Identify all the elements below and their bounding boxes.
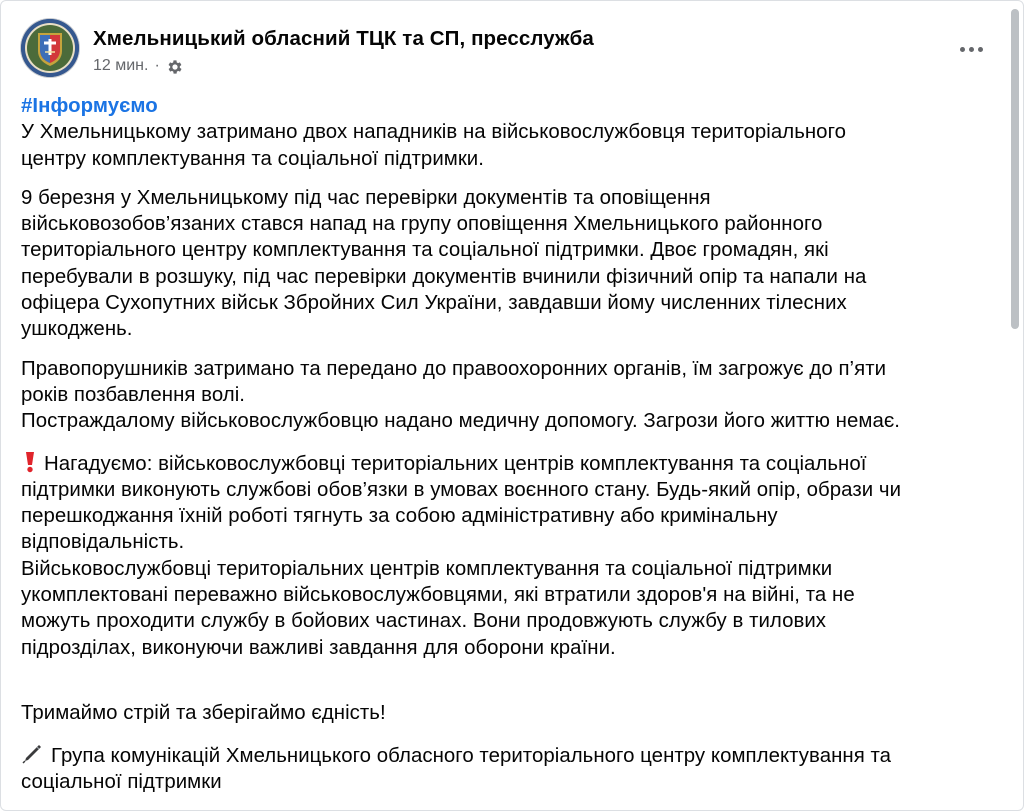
paragraph-intro	[21, 93, 1005, 172]
more-dot	[969, 47, 974, 52]
text-line: років позбавлення волі.	[21, 383, 246, 406]
text-line: У Хмельницькому затримано двох нападників на військовослужбовця територіального	[21, 121, 846, 144]
text-line-content: Група комунікацій Хмельницького обласного територіального центру комплектування та	[51, 744, 892, 767]
post-text	[21, 93, 1005, 808]
emblem-shield-icon	[21, 19, 79, 77]
paragraph-signature	[21, 740, 1005, 796]
scrollbar-thumb[interactable]	[1011, 9, 1019, 329]
text-line: військовозобов’язаних стався напад на групу оповіщення Хмельницького районного	[21, 213, 823, 236]
hashtag-link[interactable]: #Інформуємо	[21, 95, 158, 117]
more-options-button[interactable]	[953, 39, 989, 59]
paragraph-reminder	[21, 448, 1005, 688]
post-meta	[93, 57, 184, 75]
paragraph-detention	[21, 356, 1005, 435]
post-time[interactable]: 12 мин.	[93, 57, 149, 74]
text-line: перешкоджання їхній роботі тягнуть за собою адміністративну або кримінальну	[21, 505, 778, 528]
text-line: можуть проходити службу в бойових частинах. Вони продовжують службу в тилових	[21, 610, 827, 633]
page-avatar[interactable]	[21, 19, 79, 77]
text-line: перебували в розшуку, під час перевірки документів вчинили фізичний опір та напали на	[21, 265, 867, 288]
text-line-content: Тримаймо стрій та зберігаймо єдність!	[21, 702, 386, 725]
text-line: соціальної підтримки	[21, 770, 222, 793]
text-line: Постраждалому військовослужбовцю надано медичну допомогу. Загрози його життю немає.	[21, 410, 901, 433]
text-line: укомплектовані переважно військовослужбовцями, які втратили здоров'я на війні, та не	[21, 584, 855, 607]
pen-icon	[21, 743, 43, 765]
text-line	[21, 661, 1005, 687]
paragraph-incident	[21, 185, 1005, 343]
text-line	[21, 740, 1005, 769]
ukraine-flag-icon	[21, 666, 43, 682]
text-line-content: Нагадуємо: військовослужбовці територіальних центрів комплектування та соціальної	[44, 452, 867, 475]
text-line: відповідальність.	[21, 531, 185, 554]
gear-icon[interactable]	[166, 58, 184, 76]
page-name[interactable]: Хмельницький обласний ТЦК та СП, пресслужба	[93, 27, 594, 50]
text-line: 9 березня у Хмельницькому під час перевірки документів та оповіщення	[21, 186, 711, 209]
text-line: Правопорушників затримано та передано до правоохоронних органів, їм загрожує до п’яти	[21, 357, 887, 380]
text-line: підтримки виконують службові обов’язки в умовах воєнного стану. Будь-який опір, образи чи	[21, 478, 902, 501]
text-line: ушкоджень.	[21, 318, 133, 341]
text-line: територіального центру комплектування та соціальної підтримки. Двоє громадян, які	[21, 239, 829, 262]
text-line: Військовослужбовці територіальних центрів комплектування та соціальної підтримки	[21, 557, 833, 580]
post-header	[21, 19, 993, 81]
more-dot	[978, 47, 983, 52]
text-line: центру комплектування та соціальної підтримки.	[21, 147, 484, 170]
meta-separator: ·	[154, 57, 160, 74]
exclamation-icon	[24, 451, 36, 473]
text-line: офіцера Сухопутних військ Збройних Сил України, завдавши йому численних тілесних	[21, 292, 847, 315]
more-dot	[960, 47, 965, 52]
text-line: підрозділах, виконуючи важливі завдання для оборони країни.	[21, 636, 616, 659]
text-line	[21, 448, 1005, 477]
